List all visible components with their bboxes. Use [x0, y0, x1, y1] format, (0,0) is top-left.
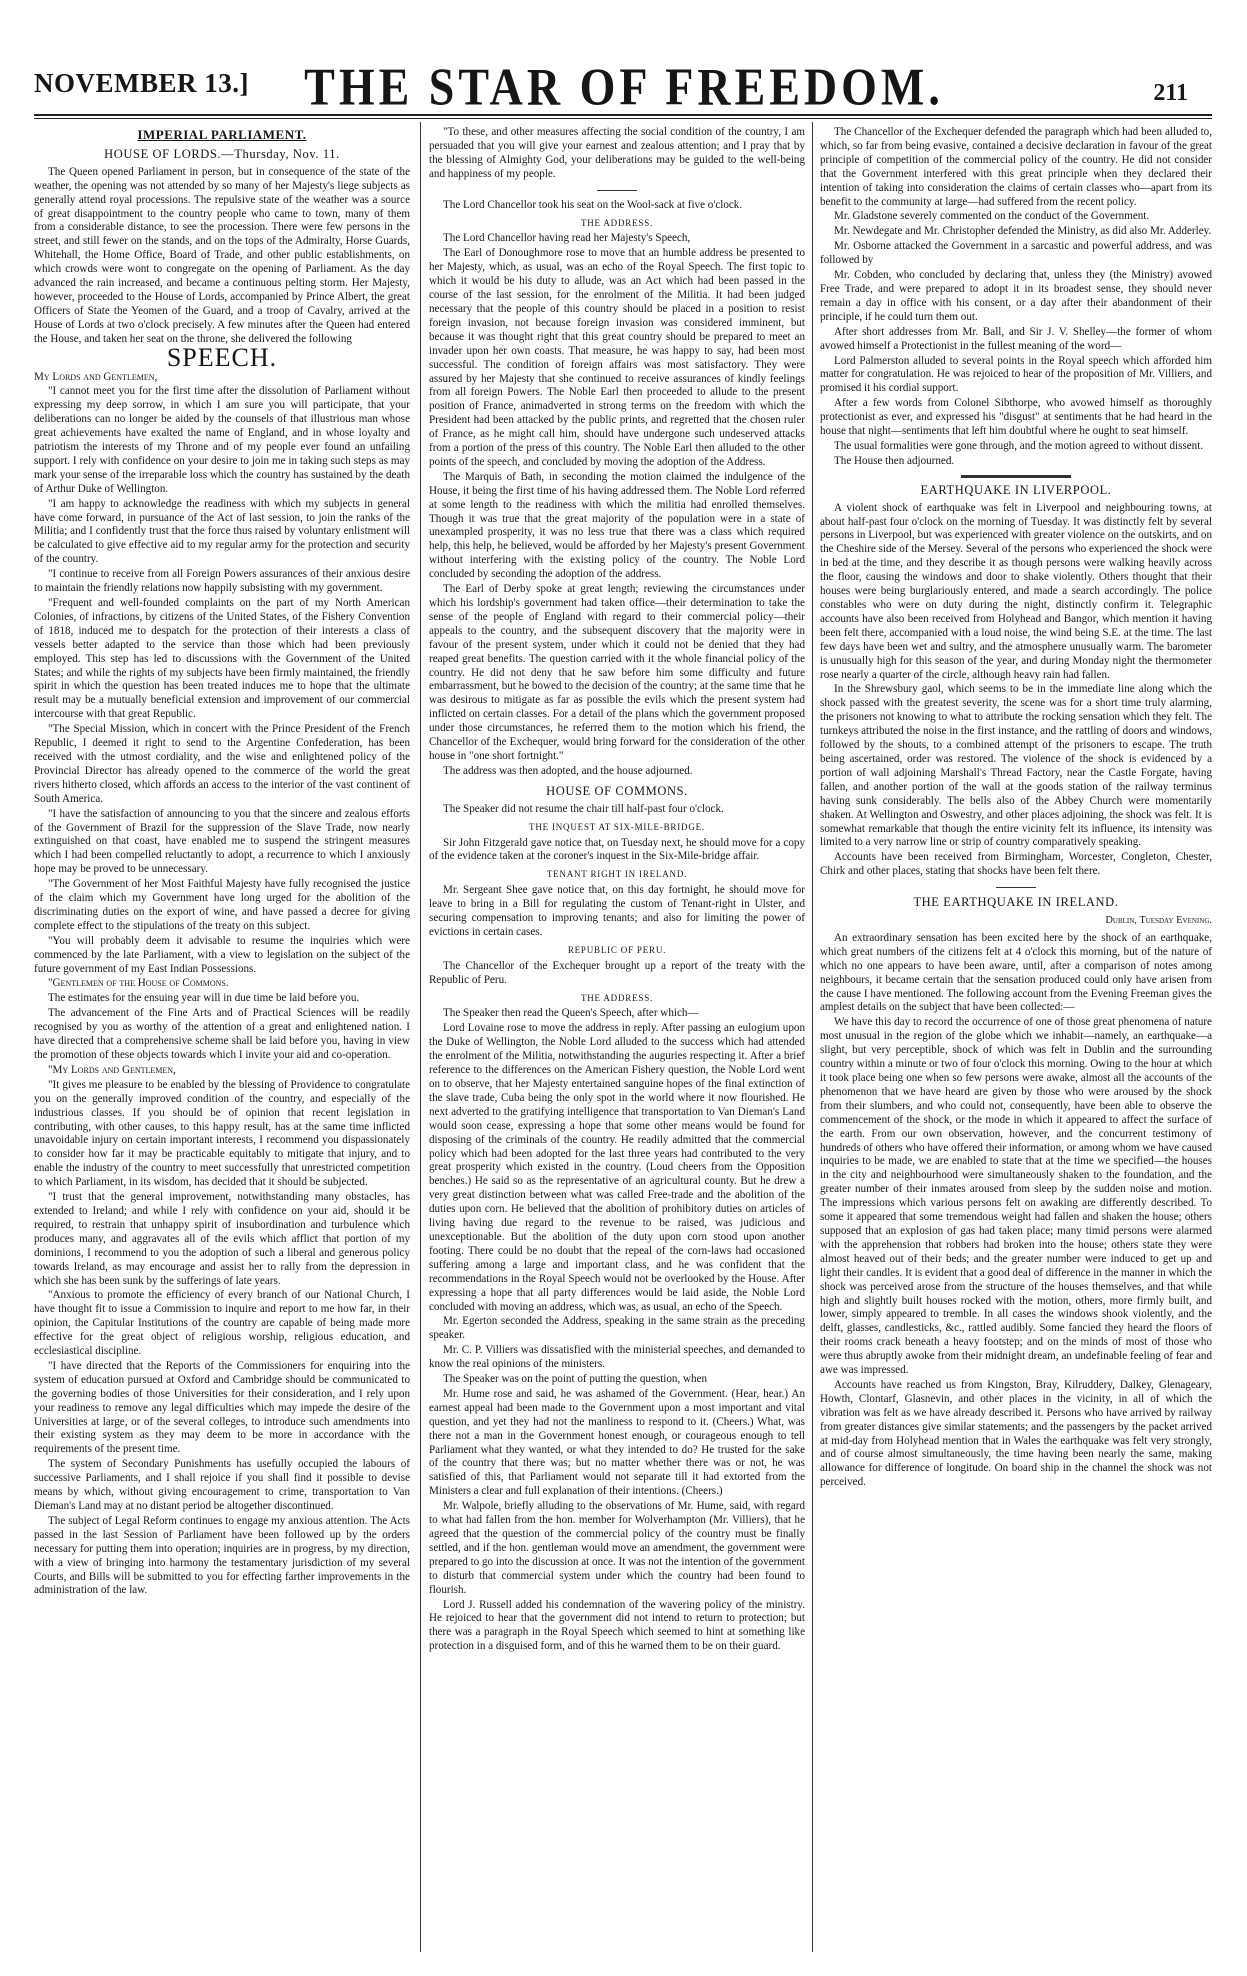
paragraph: "Frequent and well-founded complaints on the part of my North American Colonies, of infractions, by citizens of the United States, of the Fishery Convention of 1818, induced me to despatch for the protection of their interests a class of vessels better adapted to the service than those which had been previously employed. This step has led to discussions with the Government of the United States; and while the rights of my subjects have been firmly maintained, the friendly spirit in which the question has been treated induces me to hope that the ultimate result may be a mutually beneficial extension and improvement of our commercial intercourse with that great Republic. — [34, 597, 410, 721]
paragraph: We have this day to record the occurrence of one of those great phenomena of nature most unusual in the region of the globe which we inhabit—namely, an earthquake—a slight, but very perceptible, shock of which was felt in Dublin and the surrounding country within a minute or two of four o'clock this morning. Owing to the hour at which it took place being one when so few persons were awake, almost all the accounts of the phenomenon that we have heard are given by those who were aroused by the shock from their slumbers, and who could not, consequently, have been able to observe the commencement of the shock, or the mode in which it appeared to affect the surface of the earth. From our own observation, however, and the concurrent testimony of hundreds of others who have offered their information, or among whom we have caused inquiries to be made, we are enabled to state that at the time we specified—the houses in the city and neighbourhood were simultaneously shaken to the foundation, and the greater number of their inmates aroused from sleep by the sudden noise and motion. The impressions which various persons felt on awaking are differently described. To some it appeared that some tremendous weight had fallen and shaken the house; others supposed that an explosion of gas had taken place; many timid persons were alarmed with the apprehension that robbers had broken into the house; others state they were almost heaved out of their beds; and the greater number were induced to get up and light their candles. It is evident that a good deal of difference in the manner in which the shock was perceived arose from the structure of the houses themselves, and that while high and slightly built houses rocked with the motion, others, more firmly built, and lower, simply appeared to tremble. In all cases the windows shook violently, and the delft, glasses, candlesticks, &c., rattled audibly. Some fancied they heard the floors of their rooms crack beneath a heavy footstep; and on the minds of most of those who were thus abruptly awoke from their midnight dream, an undefinable feeling of fear and awe was impressed. — [820, 1016, 1212, 1377]
paragraph: "I have directed that the Reports of the Commissioners for enquiring into the system of education pursued at Oxford and Cambridge should be communicated to the governing bodies of those Universities for their consideration, and I rely upon your readiness to remove any legal difficulties which may impede the desire of the Universities at large, or of the several colleges, to introduce such amendments into their existing system as they may deem to be more in accordance with the requirements of the present time. — [34, 1359, 410, 1456]
lords-heading: HOUSE OF LORDS.—Thursday, Nov. 11. — [104, 146, 340, 161]
issue-date: NOVEMBER 13.] — [34, 68, 249, 98]
subheading: THE ADDRESS. — [580, 992, 654, 1003]
speech-address: "Gentlemen of the House of Commons. — [48, 977, 229, 990]
column-3 — [820, 126, 1212, 1956]
paragraph: The address was then adopted, and the house adjourned. — [443, 764, 693, 777]
paragraph: The Chancellor of the Exchequer defended the paragraph which had been alluded to, which, so far from being evasive, contained a decisive declaration in favour of the great principle of competition of the commercial policy of the country. He did not consider that the Government interfered with this great principle when they declared their intention of taking into consideration the claims of certain classes who—apart from its benefit to the community at large—had suffered from the recent policy. — [820, 126, 1212, 208]
paragraph: The Speaker was on the point of putting the question, when — [443, 1373, 708, 1386]
subheading: THE ADDRESS. — [580, 217, 654, 228]
paragraph: The Chancellor of the Exchequer brought up a report of the treaty with the Republic of Peru. — [429, 959, 805, 986]
paragraph: "Anxious to promote the efficiency of every branch of our National Church, I have thought fit to issue a Commission to inquire and report to me how far, in their opinion, the Capitular Institutions of the country are capable of being made more effective for the great object of religious worship, religious education, and ecclesiastical discipline. — [34, 1289, 410, 1358]
subheading: THE INQUEST AT SIX-MILE-BRIDGE. — [529, 821, 705, 832]
paragraph: The Marquis of Bath, in seconding the motion claimed the indulgence of the House, it being the first time of his having addressed them. The Noble Lord referred at some length to the readiness with which the militia had enrolled themselves. Though it was true that the great majority of the population were in a state of unexampled prosperity, it was no less true that there was a class which required help, this help, he believed, would be afforded by her Majesty's present Government without interfering with the existing policy of the country. The Noble Lord concluded by seconding the adoption of the address. — [429, 470, 805, 581]
liverpool-heading: EARTHQUAKE IN LIVERPOOL. — [920, 482, 1112, 497]
paragraph: The advancement of the Fine Arts and of Practical Sciences will be readily recognised by you as worthy of the attention of a great and enlightened nation. I have directed that a comprehensive scheme shall be laid before you, having in view the promotion of these objects towards which I invite your aid and co-operation. — [34, 1007, 410, 1061]
divider — [996, 887, 1036, 888]
speech-address: "My Lords and Gentlemen, — [48, 1063, 176, 1076]
paragraph: Mr. Hume rose and said, he was ashamed of the Government. (Hear, hear.) An earnest appeal had been made to the Government upon a most important and vital question, and yet they had not the manliness to respond to it. (Cheers.) What, was there not a man in the Government honest enough, or courageous enough to tell Parliament what they wanted, or what they intended to do? He trusted for the sake of the country that there was; but no matter whether there was or not, he was satisfied of this, that Parliament would not separate till it had extorted from the Ministers a clear and full explanation of their intentions. (Cheers.) — [429, 1387, 805, 1498]
paragraph: The Speaker did not resume the chair till half-past four o'clock. — [443, 802, 724, 815]
masthead — [34, 12, 1214, 116]
paragraph: The system of Secondary Punishments has usefully occupied the labours of successive Parliaments, and I shall rejoice if you shall find it possible to devise means by which, without giving encouragement to crime, transportation to Van Dieman's Land may at no distant period be altogether discontinued. — [34, 1458, 410, 1512]
paragraph: Mr. Osborne attacked the Government in a sarcastic and powerful address, and was followed by — [820, 240, 1212, 267]
paragraph: The usual formalities were gone through, and the motion agreed to without dissent. — [834, 439, 1204, 452]
paragraph: Mr. Walpole, briefly alluding to the observations of Mr. Hume, said, with regard to what had fallen from the hon. member for Wolverhampton (Mr. Villiers), that he agreed that the question of the commercial policy of the country must be finally settled, and if the hon. gentleman would move an amendment, the government were prepared to go into the discussion at once. It was not the intention of the government to disturb that commercial system under which the country had been found to flourish. — [429, 1500, 805, 1596]
paragraph: "I am happy to acknowledge the readiness with which my subjects in general have come forward, in pursuance of the Act of last session, to join the ranks of the Militia; and I confidently trust that the force thus raised by voluntary enlistment will be calculated to give effective aid to my regular army for the protection and security of the country. — [34, 497, 410, 566]
paragraph: "I trust that the general improvement, notwithstanding many obstacles, has extended to Ireland; and while I rely with confidence on your aid, should it be required, to restrain that unhappy spirit of insubordination and turbulence which produces many, and aggravates all of the evils which afflict that portion of my dominions, I recommend to you the adoption of such a liberal and generous policy towards Ireland, as may encourage and assist her to rally from the depression in which she has been sunk by the sufferings of late years. — [34, 1191, 410, 1287]
speech-heading: SPEECH. — [166, 342, 278, 372]
paragraph: The Speaker then read the Queen's Speech, after which— — [443, 1007, 699, 1020]
paragraph: Mr. Newdegate and Mr. Christopher defended the Ministry, as did also Mr. Adderley. — [834, 225, 1212, 238]
paragraph: The Lord Chancellor having read her Majesty's Speech, — [443, 232, 691, 245]
speech-address: My Lords and Gentlemen, — [34, 370, 158, 383]
paragraph: Lord Lovaine rose to move the address in reply. After passing an eulogium upon the Duke of Wellington, the Noble Lord alluded to the success which had attended the enrolment of the Militia, notwithstanding the auguries respecting it. After a brief reference to the differences on the American Fishery question, the Noble Lord went on to observe, that her Majesty entertained sanguine hopes of the final extinction of the slave trade, Cuba being the only spot in the world where it now flourished. He next adverted to the gratifying intelligence that transportation to Van Dieman's Land would soon cease, expressing a hope that some other means would be found for disposing of the criminals of the country. He readily admitted that the commercial policy which had been adopted for the last three years had contributed to the very great prosperity which existed in the country. (Loud cheers from the Opposition benches.) He said so as the representative of an agricultural county. But he drew a very great distinction between what was called Free-trade and the abolition of the duties upon corn. He believed that the abolition of prohibitory duties on articles of living having due regard to the revenue to be raised, was judicious and unexceptionable. But the abolition of the duty upon corn stood upon another footing. There could be no doubt that the repeal of the corn-laws had occasioned suffering among a large and important class, and he was confident that the recommendations in the Royal Speech would not be overlooked by the House. After expressing a hope that all party differences would be laid aside, the Noble Lord concluded with moving an address, which was, as usual, an echo of the Speech. — [429, 1022, 805, 1313]
paragraph: An extraordinary sensation has been excited here by the shock of an earthquake, which great numbers of the citizens felt at 4 o'clock this morning, but of the nature of which no one appears to have been aware, until, after a comparison of notes among neighbours, it became certain that the sensation produced could only have arisen from the cause I have mentioned. The following account from the Evening Freeman gives the amplest details on the subject that have been collected:— — [820, 931, 1212, 1014]
divider — [597, 190, 637, 191]
paragraph: A violent shock of earthquake was felt in Liverpool and neighbouring towns, at about half-past four o'clock on the morning of Tuesday. It was distinctly felt by several persons in Liverpool, but was experienced with greater violence on the outskirts, and on the Cheshire side of the Mersey. Several of the persons who experienced the shock were in bed at the time, and they describe it as though persons were walking heavily across the floor, causing the windows and door to shake violently. Others thought that their houses were being burglariously entered, and made a search accordingly. The police constables who were on duty during the night, distinctly confirm it. Telegraphic accounts have also been received from Holyhead and Bangor, which mention it having been felt there, accompanied with a loud noise, the wind being S.E. at the time. The last few days have been wet and sultry, and the atmosphere unusually warm. The barometer is unusually high for this season of the year, and during Monday night the thermometer rose nearly a quarter of the circle, although heavy rain had fallen. — [820, 501, 1212, 681]
newspaper-title: THE STAR OF FREEDOM. — [304, 57, 944, 116]
paragraph: The estimates for the ensuing year will in due time be laid before you. — [48, 992, 360, 1005]
paragraph: The Lord Chancellor took his seat on the Wool-sack at five o'clock. — [443, 198, 743, 211]
subheading: REPUBLIC OF PERU. — [567, 944, 667, 955]
paragraph: Mr. Sergeant Shee gave notice that, on this day fortnight, he should move for leave to bring in a Bill for regulating the custom of Tenant-right in Ulster, and securing compensation to improving tenants; and also for limiting the power of evictions in certain cases. — [429, 884, 805, 938]
paragraph: Lord J. Russell added his condemnation of the wavering policy of the ministry. He rejoiced to hear that the government did not intend to return to protection; but there was a paragraph in the Royal Speech which seemed to hint at something like protection in a disguised form, and of this he warned them to be on their guard. — [429, 1598, 805, 1653]
paragraph: In the Shrewsbury gaol, which seems to be in the immediate line along which the shock passed with the greatest severity, the scene was for a short time truly alarming, the prisoners not knowing to what to attribute the rocking sensation which they felt. The turnkeys attributed the noise in the first instance, and the rattling of doors and windows, followed by the shouts, to a combined attempt of the prisoners to escape. The truth being ascertained, order was restored. The violence of the shock is evidenced by a portion of wall adjoining Marshall's Thread Factory, near the Castle Forgate, having fallen, and another portion of the wall at the goods station of the railway terminus having sunk considerably. The bells also of the Abbey Church were momentarily shaken. At Wellington and Oswestry, and other places adjoining, the shock was felt. It is somewhat remarkable that though the entire vicinity felt its influence, its intensity was limited to a very narrow line or strip of country comparatively speaking. — [820, 683, 1212, 849]
paragraph: "It gives me pleasure to be enabled by the blessing of Providence to congratulate you on the generally improved condition of the country, and especially of the industrious classes. If you should be of opinion that recent legislation in contributing, with other causes, to this happy result, has at the same time inflicted unavoidable injury on certain important interests, I recommend you dispassionately to consider how far it may be practicable equitably to mitigate that injury, and to enable the industry of the country to meet successfully that unrestricted competition to which Parliament, in its wisdom, has decided that it should be subjected. — [34, 1078, 410, 1189]
paragraph: "To these, and other measures affecting the social condition of the country, I am persuaded that you will give your earnest and zealous attention; and I pray that by the blessing of Almighty God, your deliberations may be guided to the well-being and happiness of my people. — [429, 126, 805, 180]
dateline: Dublin, Tuesday Evening. — [1105, 915, 1212, 927]
paragraph: The House then adjourned. — [834, 454, 955, 467]
paragraph: Mr. C. P. Villiers was dissatisfied with the ministerial speeches, and demanded to know the real opinions of the ministers. — [429, 1344, 805, 1371]
paragraph: Mr. Gladstone severely commented on the conduct of the Government. — [834, 210, 1150, 223]
paragraph: "You will probably deem it advisable to resume the inquiries which were commenced by the late Parliament, with a view to legislation on the subject of the future government of my East Indian Possessions. — [34, 934, 410, 975]
paragraph: "I have the satisfaction of announcing to you that the sincere and zealous efforts of the Government of Brazil for the suppression of the Slave Trade, now nearly extinguished on that coast, have enabled me to suspend the stringent measures which I had been compelled reluctantly to adopt, a recurrence to which I anxiously hope may be proved to be unnecessary. — [34, 807, 410, 876]
paragraph: Sir John Fitzgerald gave notice that, on Tuesday next, he should move for a copy of the evidence taken at the coroner's inquest in the Six-Mile-bridge affair. — [429, 836, 805, 863]
paragraph: Accounts have been received from Birmingham, Worcester, Congleton, Chester, Chirk and other places, stating that shocks have been felt there. — [820, 851, 1212, 878]
paragraph: Lord Palmerston alluded to several points in the Royal speech which afforded him matter for congratulation. He was rejoiced to hear of the proposition of Mr. Villiers, and promised it his cordial support. — [820, 354, 1212, 395]
paragraph: After short addresses from Mr. Ball, and Sir J. V. Shelley—the former of whom avowed himself a Protectionist in the fullest meaning of the word— — [820, 325, 1212, 352]
paragraph: The Earl of Derby spoke at great length; reviewing the circumstances under which his lordship's government had taken office—their determination to take the sense of the people of England with regard to their commercial policy—their appeals to the country, and the subsequent discovery that the majority were in favour of the present system, under which it could not be denied that they had reaped great benefits. The question carried with it the whole financial policy of the country. He did not deny that he saw before him some difficulty and future embarrassment, but he bowed to the decision of the country; at the same time that he was desirous to mitigate as far as possible the evils which the present system had inflicted on certain classes. For a detail of the plans which the government proposed under those circumstances, he referred them to the motion which his friend, the Chancellor of the Exchequer, would bring forward for the consideration of the other house in "one short fortnight." — [429, 583, 805, 762]
column-divider — [420, 122, 421, 1952]
paragraph: "The Government of her Most Faithful Majesty have fully recognised the justice of the claim which my Government have long urged for the abolition of the discriminating duties on the export of wine, and have passed a decree for giving complete effect to the stipulations of the treaty on this subject. — [34, 878, 410, 932]
masthead-rule — [34, 114, 1212, 116]
paragraph: The subject of Legal Reform continues to engage my anxious attention. The Acts passed in the last Session of Parliament have been followed up by the orders necessary for putting them into operation; inquiries are in progress, by my direction, with a view of bringing into harmony the testamentary jurisdiction of my several Courts, and Bills will be submitted to you for effecting farther improvements in the administration of the law. — [34, 1514, 410, 1597]
section-title: IMPERIAL PARLIAMENT. — [137, 127, 307, 142]
paragraph: After a few words from Colonel Sibthorpe, who avowed himself as thoroughly protectionist as ever, and expressed his "disgust" at sentiments that he had heard in the house that night—sentiments that left him doubtful where he ought to seat himself. — [820, 397, 1212, 438]
ireland-heading: THE EARTHQUAKE IN IRELAND. — [913, 895, 1119, 910]
column-divider — [812, 122, 813, 1952]
paragraph: "I cannot meet you for the first time after the dissolution of Parliament without expressing my deep sorrow, in which I am sure you will participate, that your deliberations can no longer be aided by the counsels of that illustrious man whose great achievements have exalted the name of England, and in whose loyalty and patriotism the interests of my Throne and of my people ever found an unfailing support. I rely with confidence on your desire to join me in taking such steps as may mark your sense of the irreparable loss which the country has sustained by the death of Arthur Duke of Wellington. — [34, 385, 410, 495]
paragraph: "I continue to receive from all Foreign Powers assurances of their anxious desire to maintain the friendly relations now happily subsisting with my government. — [34, 568, 410, 595]
commons-heading: HOUSE OF COMMONS. — [546, 783, 688, 798]
paragraph: Mr. Egerton seconded the Address, speaking in the same strain as the preceding speaker. — [429, 1315, 805, 1342]
column-1 — [34, 126, 410, 1956]
page-number: 211 — [1153, 80, 1188, 106]
paragraph: Mr. Cobden, who concluded by declaring that, unless they (the Ministry) avowed Free Trade, and were prepared to adopt it in its broadest sense, they should never remain a day in office with his consent, or a day after their abandonment of their principle, if he could turn them out. — [820, 269, 1212, 323]
divider — [961, 475, 1071, 478]
subheading: TENANT RIGHT IN IRELAND. — [546, 869, 688, 880]
paragraph: "The Special Mission, which in concert with the Prince President of the French Republic, I deemed it right to send to the Argentine Confederation, has been received with the utmost cordiality, and the wise and enlightened policy of the Provincial Director has already opened to the commerce of the world the great rivers hitherto closed, which affords an access to the interior of the vast continent of South America. — [34, 723, 410, 805]
column-2 — [429, 126, 805, 1956]
paragraph: The Earl of Donoughmore rose to move that an humble address be presented to her Majesty, which, as usual, was an echo of the Royal Speech. The first topic to which it would be his duty to allude, was an Act which had been passed in the course of the last session, for the enrolment of the Militia. It had been judged necessary that the people of this country should be placed in a position to resist foreign invasion, not because foreign invasion was considered imminent, but because it was thought right that this great country should be prepared to meet an invader upon her own coasts. That measure, he was happy to say, had been most successful. The condition of foreign affairs was most satisfactory. They were assured by her Majesty that she continued to receive assurances of kindly feelings from all foreign Powers. The Noble Earl then proceeded to allude to the present position of France, animadverted in strong terms on the freedom with which the President had been attacked by the public prints, and regretted that the chosen ruler of France, as he might call him, should have undergone such undeserved attacks from a portion of the press of this country. The Noble Earl then alluded to the other points of the speech, and concluded by moving the adoption of the Address. — [429, 247, 805, 468]
paragraph: The Queen opened Parliament in person, but in consequence of the state of the weather, the opening was not attended by so many of her Majesty's liege subjects as generally attend royal processions. The repulsive state of the weather was a source of great disappointment to the country people who came to town, many of them from a considerable distance, to see the procession. There were few persons in the street, and still fewer on the stands, and on the tops of the Admiralty, Horse Guards, Whitehall, the Home Office, Board of Trade, and other public establishments, on which crowds were wont to congregate on the opening of Parliament. As the day advanced the rain increased, and became a continuous pelting storm. Her Majesty, however, proceeded to the House of Lords, accompanied by Prince Albert, the great Officers of State the Yeomen of the Guard, and a troop of Cavalry, arrived at the House of Lords at two o'clock precisely. A few minutes after the Queen had entered the House, and taken her seat on the throne, she delivered the following — [34, 165, 410, 345]
masthead-rule-thin — [34, 118, 1212, 119]
paragraph: Accounts have reached us from Kingston, Bray, Kilruddery, Dalkey, Glenageary, Howth, Clontarf, Glasnevin, and other places in the vicinity, in all of which the vibration was felt as we have already described it. Persons who have arrived by railway from greater distances give similar statements; and the passengers by the packet arrived at mid-day from Holyhead mention that in Wales the earthquake was felt very strongly, and of course almost simultaneously, the time having been nearly the same, making allowance for difference of longitude. On board ship in the channel the shock was not perceived. — [820, 1378, 1212, 1489]
